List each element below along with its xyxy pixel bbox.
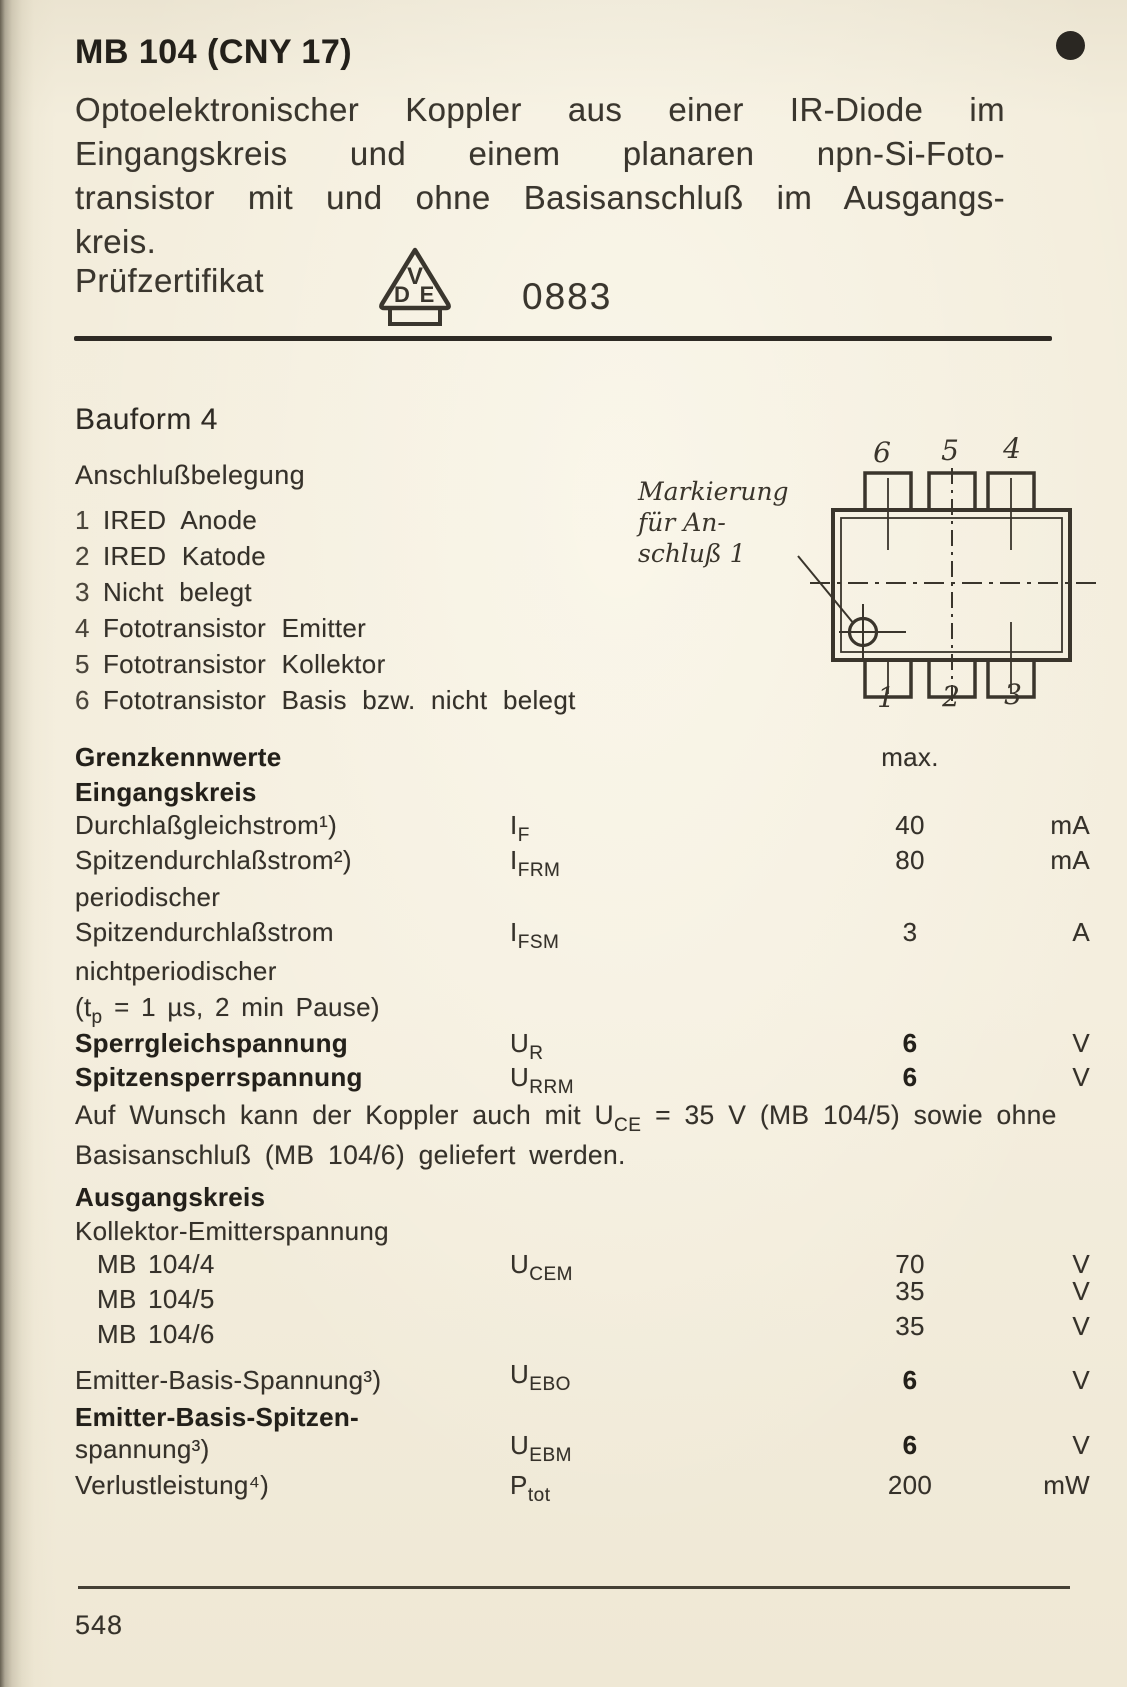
row-label: Spitzensperrspannung [75, 1062, 363, 1092]
description-paragraph [75, 88, 1005, 264]
vde-letter-e: E [419, 282, 435, 307]
vde-logo-icon [376, 246, 454, 330]
row-value: 35 [895, 1311, 925, 1341]
symbol-main: U [510, 1249, 530, 1279]
tp-sub: p [91, 1007, 103, 1028]
row-unit: V [1072, 1028, 1090, 1058]
vde-letter-v: V [406, 263, 424, 290]
symbol-sub: R [529, 1043, 544, 1064]
note-post: = 35 V (MB 104/5) sowie ohne [641, 1100, 1057, 1130]
pin-number: 6 [75, 685, 90, 715]
row-label: MB 104/4 [97, 1249, 215, 1279]
table-row [75, 882, 1090, 916]
table-row [75, 1028, 1090, 1062]
row-label: spannung³) [75, 1434, 210, 1464]
input-circuit-heading: Eingangskreis [75, 777, 257, 807]
index-dot-icon [1056, 31, 1085, 60]
description-line: Optoelektronischer Koppler aus einer IR-Diode im [75, 91, 1005, 128]
row-value: 6 [902, 1365, 918, 1395]
symbol [510, 1430, 572, 1467]
option-note-line2: Basisanschluß (MB 104/6) geliefert werden. [75, 1140, 626, 1170]
symbol [510, 1249, 573, 1286]
row-unit: V [1072, 1249, 1090, 1279]
symbol-main: U [510, 1062, 530, 1092]
pin-number: 5 [75, 649, 90, 679]
page-number: 548 [75, 1610, 124, 1640]
marking-label-line: schluß 1 [638, 539, 746, 568]
pin-label: IRED Anode [103, 505, 258, 535]
bauform-heading: Bauform 4 [75, 403, 218, 436]
symbol-main: U [510, 1028, 530, 1058]
pin-number-top: 4 [1003, 432, 1021, 465]
pin-number-top: 5 [941, 434, 959, 467]
footer-rule [78, 1586, 1070, 1589]
table-row [75, 917, 1090, 951]
symbol-sub: tot [527, 1485, 551, 1506]
option-note-line1 [75, 1100, 1057, 1137]
tp-pre: (t [75, 992, 92, 1022]
row-value: 6 [902, 1430, 918, 1460]
row-value: 6 [902, 1028, 918, 1058]
table-row [75, 956, 1090, 990]
table-row [75, 810, 1090, 844]
pin-list-item [75, 541, 266, 572]
row-unit: V [1072, 1430, 1090, 1460]
table-row [75, 845, 1090, 879]
row-label: Kollektor-Emitterspannung [75, 1216, 389, 1246]
row-label [75, 992, 380, 1028]
row-value: 40 [895, 810, 925, 840]
table-row [75, 1430, 1090, 1468]
pin-list-item [75, 613, 366, 644]
row-label: MB 104/6 [97, 1319, 215, 1349]
symbol [510, 845, 560, 882]
row-label: Emitter-Basis-Spitzen- [75, 1402, 359, 1432]
table-row [75, 1062, 1090, 1096]
table-row [75, 1311, 1090, 1353]
pin-label: Fototransistor Basis bzw. nicht belegt [103, 685, 576, 715]
row-label: Emitter-Basis-Spannung³) [75, 1365, 382, 1395]
symbol-main: I [510, 810, 518, 840]
table-row [75, 1470, 1090, 1504]
pin-number: 4 [75, 613, 90, 643]
output-circuit-heading: Ausgangskreis [75, 1182, 266, 1212]
table-row [75, 1216, 1090, 1250]
row-label: MB 104/5 [97, 1284, 215, 1314]
row-value: 35 [895, 1276, 925, 1306]
description-line: kreis. [75, 223, 157, 260]
symbol-main: I [510, 845, 518, 875]
symbol-main: U [510, 1430, 530, 1460]
pin-number-top: 6 [873, 436, 891, 469]
symbol [510, 1062, 574, 1099]
section-heading-row [75, 1182, 1090, 1216]
pin-label: Fototransistor Kollektor [103, 649, 386, 679]
description-line: Eingangskreis und einem planaren npn-Si-Foto- [75, 135, 1005, 172]
pin-number: 2 [75, 541, 90, 571]
pin-list-item [75, 685, 576, 716]
symbol-sub: FRM [517, 860, 561, 881]
symbol-sub: CEM [529, 1264, 574, 1285]
row-value: 6 [902, 1062, 918, 1092]
pin-list-item [75, 505, 257, 536]
package-outline-diagram [620, 410, 1120, 710]
certificate-label: Prüfzertifikat [75, 262, 264, 299]
pin-assignment-heading: Anschlußbelegung [75, 460, 306, 490]
symbol [510, 1028, 544, 1065]
limits-header-row [75, 742, 1090, 776]
row-label: Sperrgleichspannung [75, 1028, 348, 1058]
symbol [510, 1359, 571, 1396]
page-title: MB 104 (CNY 17) [75, 33, 353, 71]
symbol [510, 810, 530, 847]
row-label: nichtperiodischer [75, 956, 277, 986]
pin-number-bottom: 3 [1004, 678, 1022, 710]
row-value: 3 [902, 917, 918, 947]
row-unit: V [1072, 1276, 1090, 1306]
pin-number-bottom: 1 [877, 681, 895, 710]
marking-label-line: für An- [638, 508, 726, 537]
table-row [75, 992, 1090, 1026]
vde-base [390, 308, 440, 324]
pin-number: 3 [75, 577, 90, 607]
pin-label: Nicht belegt [103, 577, 252, 607]
note-pre: Auf Wunsch kann der Koppler auch mit U [75, 1100, 614, 1130]
leader-line [798, 556, 854, 624]
pin-label: Fototransistor Emitter [103, 613, 367, 643]
row-unit: V [1072, 1365, 1090, 1395]
section-heading-row [75, 777, 1090, 811]
symbol [510, 917, 559, 954]
pin-list-item [75, 577, 252, 608]
row-unit: mA [1050, 845, 1090, 875]
max-column-header: max. [881, 742, 939, 772]
symbol-sub: EBM [529, 1445, 572, 1466]
symbol [510, 1470, 550, 1507]
pin-list-item [75, 649, 386, 680]
pin-number: 1 [75, 505, 90, 535]
row-unit: V [1072, 1062, 1090, 1092]
row-value: 70 [895, 1249, 925, 1279]
symbol-sub: RRM [529, 1077, 575, 1098]
marking-label-line: Markierung [638, 477, 789, 506]
row-value: 80 [895, 845, 925, 875]
pin-label: IRED Katode [103, 541, 267, 571]
limits-heading: Grenzkennwerte [75, 742, 282, 772]
divider-rule [74, 336, 1052, 341]
row-unit: mW [1043, 1470, 1090, 1500]
description-line: transistor mit und ohne Basisanschluß im Ausgangs- [75, 179, 1005, 216]
row-unit: mA [1050, 810, 1090, 840]
row-unit: V [1072, 1311, 1090, 1341]
symbol-main: I [510, 917, 518, 947]
row-label: Spitzendurchlaßstrom [75, 917, 334, 947]
symbol-sub: EBO [529, 1374, 571, 1395]
note-sub: CE [614, 1115, 642, 1136]
certificate-number: 0883 [522, 276, 613, 317]
tp-post: = 1 µs, 2 min Pause) [102, 992, 380, 1022]
row-label: Spitzendurchlaßstrom²) [75, 845, 352, 875]
symbol-sub: FSM [517, 932, 560, 953]
row-label: Durchlaßgleichstrom¹) [75, 810, 338, 840]
row-label: Verlustleistung⁴) [75, 1470, 270, 1500]
vde-letter-d: D [394, 282, 410, 307]
row-label: periodischer [75, 882, 221, 912]
row-value: 200 [887, 1470, 933, 1500]
row-unit: A [1072, 917, 1090, 947]
symbol-main: U [510, 1359, 530, 1389]
pin-number-bottom: 2 [942, 680, 960, 710]
symbol-main: P [510, 1470, 528, 1500]
symbol-sub: F [517, 825, 530, 846]
table-row [75, 1359, 1090, 1399]
